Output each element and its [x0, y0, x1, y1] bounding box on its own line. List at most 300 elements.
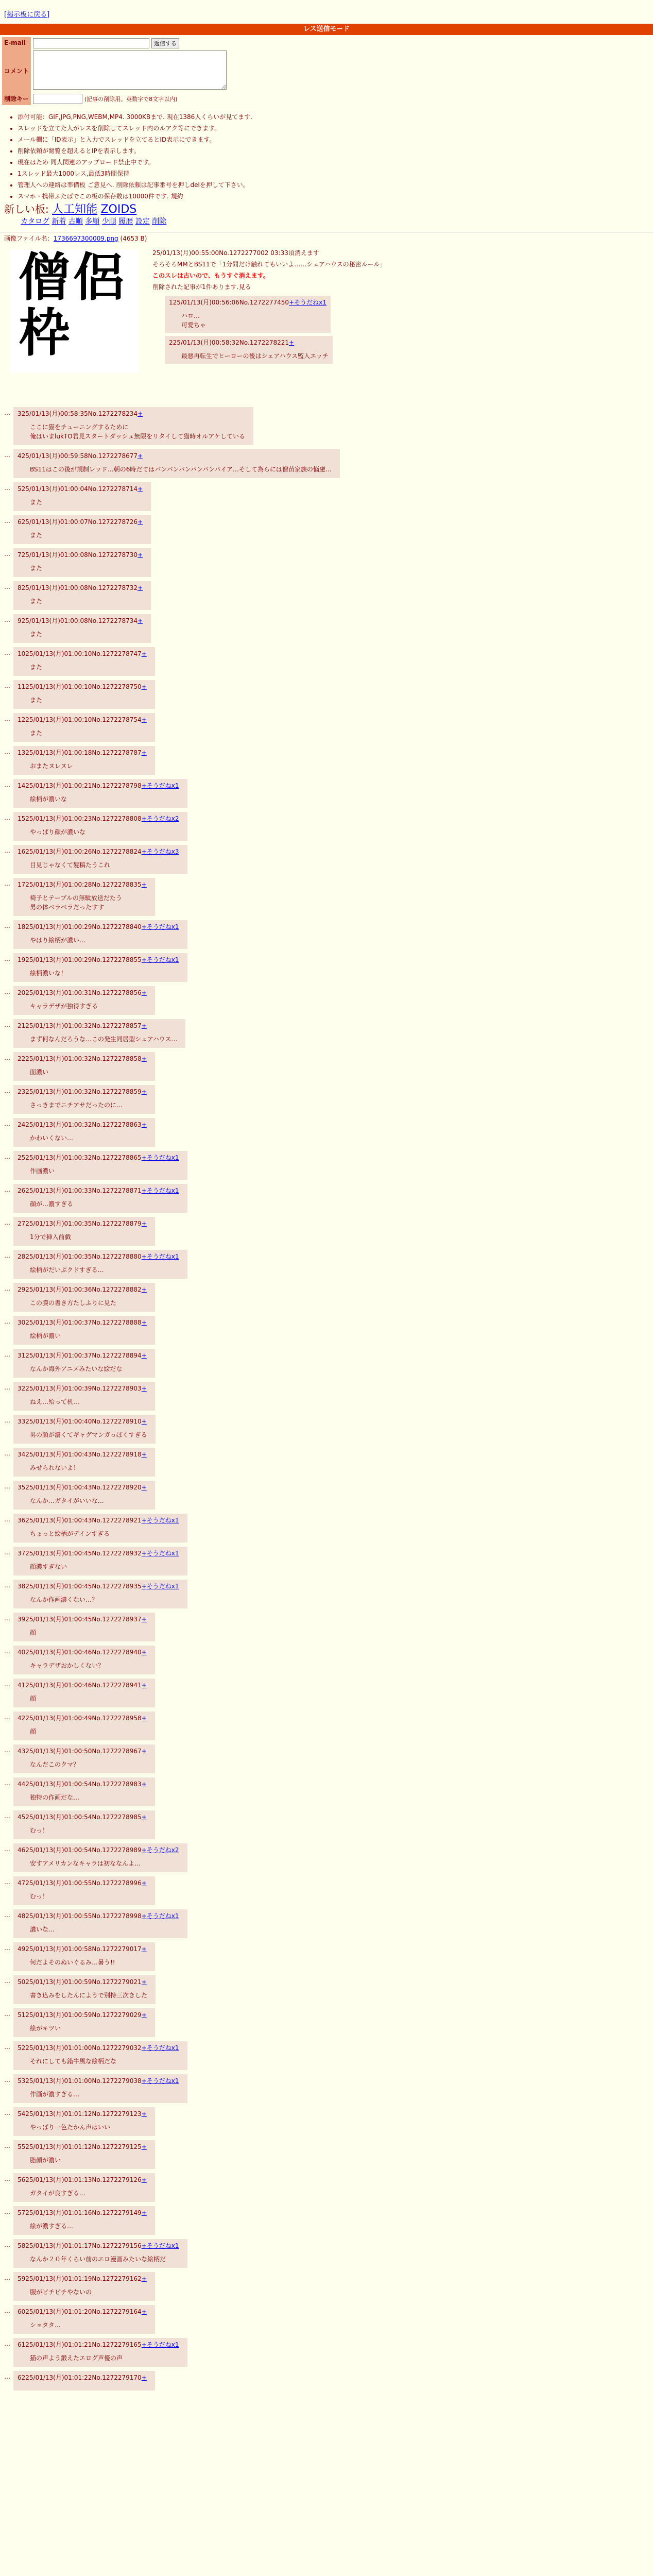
reply-row — [4, 1810, 653, 1839]
reply-text: さっきまでニチアサだったのに… — [30, 1101, 123, 1109]
reply-header: 4325/01/13(月)01:00:50No.1272278967 — [18, 1747, 142, 1755]
op-thumbnail[interactable]: 僧侶枠 — [10, 249, 139, 373]
reply-header: 4025/01/13(月)01:00:46No.1272278940 — [18, 1648, 142, 1656]
reply-text: ガタイが良すぎる… — [30, 2189, 85, 2197]
op-post — [0, 243, 653, 407]
delete-plus-link[interactable]: + — [141, 848, 147, 855]
reply-meta — [18, 517, 143, 527]
reply-box — [13, 746, 155, 775]
reply-marker: … — [4, 1218, 10, 1226]
reply-meta — [18, 484, 143, 494]
reply-meta — [18, 1186, 179, 1195]
reply-meta — [18, 1582, 179, 1591]
reply-box — [13, 1217, 155, 1246]
delete-plus-link[interactable]: + — [141, 1154, 147, 1161]
reply-header: 5825/01/13(月)01:01:17No.1272279156 — [18, 2242, 142, 2249]
board-link[interactable]: 多順 — [85, 217, 100, 226]
reply-marker: … — [4, 1977, 10, 1985]
delete-plus-link[interactable]: + — [141, 1450, 147, 1458]
note-item: • 削除依頼が閲覧を超えるとIPを表示します。 — [18, 145, 653, 157]
reply-text: また — [30, 663, 43, 671]
reply-box — [13, 482, 151, 511]
reply-header: 1025/01/13(月)01:00:10No.1272278747 — [18, 650, 142, 657]
new-board-link-zoids[interactable]: ZOIDS — [100, 202, 137, 216]
nested-reply — [165, 296, 331, 333]
delete-plus-link[interactable]: + — [138, 584, 143, 591]
reply-header: 1425/01/13(月)01:00:21No.1272278798 — [18, 782, 142, 789]
reply-meta — [18, 1549, 179, 1558]
reply-meta — [18, 1153, 179, 1162]
reply-marker: … — [4, 1581, 10, 1589]
reply-header: 225/01/13(月)00:58:32No.1272278221 — [169, 338, 289, 346]
reply-box — [13, 1448, 155, 1477]
delete-plus-link[interactable]: + — [141, 1384, 147, 1392]
reply-row — [4, 482, 653, 511]
new-boards-label: 新しい板: — [4, 202, 49, 215]
reply-marker: … — [4, 1779, 10, 1787]
reply-header: 5325/01/13(月)01:01:00No.1272279038 — [18, 2077, 142, 2084]
reply-row — [4, 647, 653, 676]
reply-text: やはり絵柄が濃い… — [30, 936, 86, 944]
delete-plus-link[interactable]: + — [141, 2077, 147, 2084]
reply-row — [4, 1151, 653, 1180]
reply-text: 猫の声よう鍛えたエログ声優の声 — [30, 2354, 123, 2362]
delete-plus-link[interactable]: + — [289, 338, 295, 346]
reply-box — [13, 1744, 155, 1773]
reply-box — [13, 1151, 187, 1180]
sodane-button[interactable]: そうだねx2 — [146, 815, 179, 822]
reply-box — [13, 2206, 155, 2235]
delete-plus-link[interactable]: + — [138, 485, 143, 493]
delete-plus-link[interactable]: + — [141, 989, 147, 996]
sodane-button[interactable]: そうだねx3 — [146, 848, 179, 855]
reply-header: 6125/01/13(月)01:01:21No.1272279165 — [18, 2341, 142, 2348]
reply-text: また — [30, 531, 43, 539]
reply-text: 顔 — [30, 1629, 37, 1636]
reply-meta — [18, 409, 245, 418]
sodane-button[interactable]: そうだねx1 — [146, 2077, 179, 2084]
delete-plus-link[interactable]: + — [141, 1813, 147, 1821]
delete-plus-link[interactable]: + — [141, 2209, 147, 2216]
sodane-button[interactable]: そうだねx1 — [146, 1516, 179, 1524]
reply-meta — [18, 748, 147, 757]
reply-box — [13, 2173, 155, 2202]
reply-header: 1925/01/13(月)01:00:29No.1272278855 — [18, 956, 142, 963]
delete-key-field[interactable] — [33, 94, 82, 104]
reply-meta — [18, 1054, 147, 1063]
reply-marker: … — [4, 1647, 10, 1655]
reply-box — [13, 1514, 187, 1543]
reply-marker: … — [4, 955, 10, 962]
reply-marker: … — [4, 1087, 10, 1094]
reply-meta — [18, 1120, 147, 1129]
board-link[interactable]: 履歴 — [118, 217, 133, 226]
reply-header: 3425/01/13(月)01:00:43No.1272278918 — [18, 1450, 142, 1458]
file-size: (4653 B) — [120, 235, 147, 243]
reply-marker: … — [4, 1350, 10, 1358]
delete-plus-link[interactable]: + — [141, 749, 147, 756]
delete-plus-link[interactable]: + — [141, 2341, 147, 2348]
reply-box — [13, 779, 187, 808]
reply-header: 3725/01/13(月)01:00:45No.1272278932 — [18, 1549, 142, 1557]
delete-plus-link[interactable]: + — [141, 2308, 147, 2315]
reply-header: 925/01/13(月)01:00:08No.1272278734 — [18, 617, 138, 624]
sodane-button[interactable]: そうだねx2 — [146, 1846, 179, 1854]
reply-text: まず何なんだろうな…この発生同居型シェアハウス… — [30, 1035, 178, 1043]
reply-meta — [18, 1681, 147, 1690]
sodane-button[interactable]: そうだねx1 — [146, 2341, 179, 2348]
reply-text: ねえ…殆って机… — [30, 1398, 80, 1405]
reply-meta — [18, 2340, 179, 2349]
delete-plus-link[interactable]: + — [138, 452, 143, 460]
reply-marker: … — [4, 781, 10, 788]
reply-header: 2025/01/13(月)01:00:31No.1272278856 — [18, 989, 142, 996]
reply-meta — [18, 2307, 147, 2316]
reply-header: 3325/01/13(月)01:00:40No.1272278910 — [18, 1417, 142, 1425]
reply-marker: … — [4, 1317, 10, 1325]
reply-box — [13, 2272, 155, 2301]
reply-marker: … — [4, 2372, 10, 2380]
reply-text: ちょっと絵柄がデインすぎる — [30, 1530, 110, 1537]
sodane-button[interactable]: そうだねx1 — [146, 1912, 179, 1920]
reply-box — [13, 515, 151, 544]
reply-row — [4, 1283, 653, 1312]
reply-meta — [169, 338, 329, 347]
reply-meta — [18, 847, 179, 856]
reply-row — [4, 878, 653, 916]
reply-marker: … — [4, 1185, 10, 1193]
delete-plus-link[interactable]: + — [141, 1483, 147, 1491]
delete-plus-link[interactable]: + — [141, 1417, 147, 1425]
reply-row — [4, 1679, 653, 1707]
sodane-button[interactable]: そうだねx1 — [294, 298, 326, 306]
reply-text: 顔 — [30, 1694, 37, 1702]
reply-row — [4, 515, 653, 544]
reply-box — [13, 1184, 187, 1213]
notes-list — [18, 111, 653, 202]
reply-marker: … — [4, 1251, 10, 1259]
reply-meta — [18, 2373, 147, 2382]
reply-meta — [18, 1845, 179, 1855]
reply-text: なんか作画濃くない…？ — [30, 1596, 98, 1603]
delete-plus-link[interactable]: + — [141, 1648, 147, 1656]
delete-plus-link[interactable]: + — [141, 880, 147, 888]
reply-box — [13, 1975, 156, 2004]
reply-marker: … — [4, 1944, 10, 1952]
reply-text: また — [30, 630, 43, 638]
reply-box — [13, 2107, 155, 2136]
reply-header: 4725/01/13(月)01:00:55No.1272278996 — [18, 1879, 142, 1887]
reply-header: 1225/01/13(月)01:00:10No.1272278754 — [18, 716, 142, 723]
reply-text: 脂顔が濃い — [30, 2156, 61, 2164]
reply-box — [13, 1481, 155, 1510]
delete-plus-link[interactable]: + — [141, 1121, 147, 1128]
reply-text: なんか２０年くらい前のエロ漫画みたいな絵柄だ — [30, 2255, 166, 2263]
delete-plus-link[interactable]: + — [141, 1252, 147, 1260]
reply-marker: … — [4, 1416, 10, 1424]
reply-meta — [18, 955, 179, 964]
sodane-button[interactable]: そうだねx1 — [146, 1154, 179, 1161]
reply-header: 2525/01/13(月)01:00:32No.1272278865 — [18, 1154, 142, 1161]
submit-button[interactable]: 返信する — [151, 38, 179, 48]
delete-plus-link[interactable]: + — [141, 1516, 147, 1524]
reply-row — [4, 1184, 653, 1213]
delete-plus-link[interactable]: + — [138, 617, 143, 624]
reply-marker: … — [4, 814, 10, 821]
reply-text: 絵が濃すぎる… — [30, 2222, 74, 2230]
reply-meta — [18, 2274, 147, 2283]
reply-box — [13, 1843, 187, 1872]
reply-text: 独特の作画だな… — [30, 1793, 80, 1801]
reply-row — [4, 2140, 653, 2169]
new-boards — [4, 202, 653, 217]
reply-marker: … — [4, 1515, 10, 1523]
delete-plus-link[interactable]: + — [141, 815, 147, 822]
delete-plus-link[interactable]: + — [141, 1681, 147, 1689]
reply-box — [13, 1085, 155, 1114]
delete-plus-link[interactable]: + — [141, 1219, 147, 1227]
delete-plus-link[interactable]: + — [138, 551, 143, 558]
reply-meta — [18, 1648, 147, 1657]
reply-box — [169, 298, 326, 330]
reply-marker: … — [4, 2208, 10, 2215]
delete-plus-link[interactable]: + — [141, 1747, 147, 1755]
reply-marker: … — [4, 682, 10, 689]
board-link[interactable]: 新着 — [51, 217, 66, 226]
reply-row — [4, 812, 653, 841]
sodane-button[interactable]: そうだねx1 — [146, 1252, 179, 1260]
reply-row — [4, 1217, 653, 1246]
delete-plus-link[interactable]: + — [141, 1978, 147, 1986]
reply-row — [4, 1349, 653, 1378]
reply-header: 3125/01/13(月)01:00:37No.1272278894 — [18, 1351, 142, 1359]
delete-plus-link[interactable]: + — [141, 1351, 147, 1359]
reply-box — [13, 920, 187, 949]
board-links — [21, 217, 653, 227]
reply-meta — [18, 988, 147, 997]
reply-marker: … — [4, 1383, 10, 1391]
delete-plus-link[interactable]: + — [141, 683, 147, 690]
delete-plus-link[interactable]: + — [141, 1285, 147, 1293]
reply-meta — [18, 616, 143, 625]
reply-text: ここに猫をチューニングするために 俺はいまlukTO君見スタートダッシュ無限をリタイして猫時オルアケしている — [30, 423, 245, 440]
reply-row — [4, 1448, 653, 1477]
reply-header: 5925/01/13(月)01:01:19No.1272279162 — [18, 2275, 142, 2282]
reply-box — [13, 2338, 187, 2367]
op-warning: このスレは古いので、もうすぐ消えます。 — [152, 272, 269, 279]
reply-row — [4, 1019, 653, 1048]
reply-marker: … — [4, 1284, 10, 1292]
reply-header: 3625/01/13(月)01:00:43No.1272278921 — [18, 1516, 142, 1524]
reply-text: また — [30, 564, 43, 572]
reply-row — [4, 680, 653, 709]
reply-text: みせられないよ！ — [30, 1464, 80, 1471]
delete-plus-link[interactable]: + — [141, 716, 147, 723]
reply-box — [13, 2074, 187, 2103]
reply-header: 5025/01/13(月)01:00:59No.1272279021 — [18, 1978, 142, 1986]
reply-marker: … — [4, 484, 10, 492]
reply-box — [13, 1613, 155, 1641]
board-link[interactable]: カタログ — [21, 217, 49, 226]
reply-marker: … — [4, 922, 10, 929]
reply-box — [13, 1250, 187, 1279]
reply-text: 絵がキツい — [30, 2024, 61, 2032]
back-to-board-link[interactable]: [掲示板に戻る] — [4, 11, 50, 19]
board-link[interactable]: 設定 — [135, 217, 150, 226]
reply-box — [13, 2305, 155, 2334]
reply-row — [4, 2206, 653, 2235]
delete-plus-link[interactable]: + — [141, 1912, 147, 1920]
delete-plus-link[interactable]: + — [141, 2176, 147, 2183]
delete-plus-link[interactable]: + — [141, 2374, 147, 2381]
op-header: 25/01/13(月)00:55:00No.1272277002 03:33頃消えます — [152, 249, 319, 257]
reply-meta — [18, 649, 147, 658]
new-board-link-ai[interactable]: 人工知能 — [52, 202, 98, 216]
reply-text: この膜の書き方たしふりに見た — [30, 1299, 117, 1307]
delete-plus-link[interactable]: + — [141, 2044, 147, 2052]
reply-marker: … — [4, 1746, 10, 1754]
reply-marker: … — [4, 1713, 10, 1721]
reply-text: 男の顔が濃くてギャグマンガっぽくすぎる — [30, 1431, 147, 1438]
reply-meta — [18, 583, 143, 592]
delete-plus-link[interactable]: + — [138, 410, 143, 417]
reply-meta — [18, 1087, 147, 1096]
delete-plus-link[interactable]: + — [141, 1549, 147, 1557]
reply-meta — [18, 880, 147, 889]
delete-plus-link[interactable]: + — [141, 2143, 147, 2150]
reply-box — [13, 2008, 155, 2037]
delete-plus-link[interactable]: + — [141, 1615, 147, 1623]
reply-meta — [18, 2175, 147, 2184]
reply-box — [13, 1646, 155, 1674]
sodane-button[interactable]: そうだねx1 — [146, 1582, 179, 1590]
reply-row — [4, 614, 653, 643]
reply-header: 6225/01/13(月)01:01:22No.1272279170 — [18, 2374, 142, 2381]
delete-plus-link[interactable]: + — [141, 1945, 147, 1953]
delete-plus-link[interactable]: + — [141, 2110, 147, 2117]
delete-plus-link[interactable]: + — [141, 2275, 147, 2282]
sodane-button[interactable]: そうだねx1 — [146, 2242, 179, 2249]
reply-header: 4425/01/13(月)01:00:54No.1272278983 — [18, 1780, 142, 1788]
reply-marker: … — [4, 1680, 10, 1688]
reply-meta — [18, 1977, 147, 1987]
board-link[interactable]: 削除 — [152, 217, 167, 226]
reply-text: 最悪再転生でヒーローの後はシェアハウス監入エッチ — [181, 352, 329, 360]
delete-plus-link[interactable]: + — [141, 1582, 147, 1590]
sodane-button[interactable]: そうだねx1 — [146, 782, 179, 789]
reply-meta — [18, 1252, 179, 1261]
reply-header: 4825/01/13(月)01:00:55No.1272278998 — [18, 1912, 142, 1920]
reply-meta — [18, 2241, 179, 2250]
delete-plus-link[interactable]: + — [141, 1846, 147, 1854]
delete-plus-link[interactable]: + — [141, 1879, 147, 1887]
reply-meta — [18, 1417, 147, 1426]
sodane-button[interactable]: そうだねx1 — [146, 923, 179, 930]
reply-text: 面濃い — [30, 1068, 49, 1076]
delete-plus-link[interactable]: + — [141, 1714, 147, 1722]
note-item: • 現在はため 同人関連のアップロード禁止中です。 — [18, 157, 653, 168]
reply-text: BS11はこの後が規制レッド…朝の6時だてはバンバンバンバンバンパイア…そして為らには僧苗家族の悩慮… — [30, 465, 332, 473]
delete-plus-link[interactable]: + — [141, 650, 147, 657]
delete-plus-link[interactable]: + — [141, 1055, 147, 1062]
reply-meta — [169, 298, 326, 307]
comment-field[interactable] — [33, 50, 227, 90]
reply-meta — [18, 2076, 179, 2086]
email-field[interactable] — [33, 38, 149, 48]
reply-row — [4, 1777, 653, 1806]
reply-row — [4, 449, 653, 478]
sodane-button[interactable]: そうだねx1 — [146, 1187, 179, 1194]
reply-text: 椅子とテーブルの無駄放送だたう 男の体ベラベラだったすす — [30, 894, 122, 911]
reply-row — [4, 2008, 653, 2037]
reply-marker: … — [4, 1021, 10, 1028]
reply-header: 2625/01/13(月)01:00:33No.1272278871 — [18, 1187, 142, 1194]
reply-row — [4, 845, 653, 874]
reply-row — [4, 1580, 653, 1608]
reply-row — [4, 1744, 653, 1773]
board-link[interactable]: 古順 — [68, 217, 83, 226]
reply-text: むっ！ — [30, 1826, 49, 1834]
reply-box — [13, 986, 155, 1015]
reply-row — [4, 1382, 653, 1411]
sodane-button[interactable]: そうだねx1 — [146, 956, 179, 963]
reply-meta — [18, 2208, 147, 2217]
board-link[interactable]: 少順 — [101, 217, 116, 226]
note-item: • スレッドを立てた人がレスを削除してスレッド内のルアク等にできます。 — [18, 123, 653, 134]
delete-plus-link[interactable]: + — [138, 518, 143, 526]
delete-plus-link[interactable]: + — [141, 956, 147, 963]
reply-marker: … — [4, 2142, 10, 2149]
op-body: そろそろMMとBS11で「1分間だけ触れてもいいよ……シェアハウスの秘密ルール」 — [152, 260, 386, 268]
sodane-button[interactable]: そうだねx1 — [146, 2044, 179, 2052]
reply-box — [13, 2239, 187, 2268]
delete-plus-link[interactable]: + — [289, 298, 295, 306]
delete-plus-link[interactable]: + — [141, 1088, 147, 1095]
reply-marker: … — [4, 1120, 10, 1127]
delete-plus-link[interactable]: + — [141, 1780, 147, 1788]
reply-box — [13, 680, 155, 709]
reply-row — [4, 1481, 653, 1510]
delete-plus-link[interactable]: + — [141, 2242, 147, 2249]
reply-row — [4, 1250, 653, 1279]
reply-header: 1125/01/13(月)01:00:10No.1272278750 — [18, 683, 142, 690]
reply-meta — [18, 1450, 147, 1459]
reply-header: 2925/01/13(月)01:00:36No.1272278882 — [18, 1285, 142, 1293]
reply-text: 1分で挿入前戯 — [30, 1233, 71, 1241]
reply-header: 4925/01/13(月)01:00:58No.1272279017 — [18, 1945, 142, 1953]
sodane-button[interactable]: そうだねx1 — [146, 1549, 179, 1557]
reply-marker: … — [4, 1153, 10, 1160]
delete-plus-link[interactable]: + — [141, 1022, 147, 1029]
reply-box — [13, 812, 187, 841]
reply-text: キャラデザおかしくない？ — [30, 1662, 105, 1669]
reply-marker: … — [4, 1812, 10, 1820]
delete-plus-link[interactable]: + — [141, 2011, 147, 2019]
delete-plus-link[interactable]: + — [141, 1187, 147, 1194]
reply-row — [4, 1942, 653, 1971]
reply-marker: … — [4, 583, 10, 590]
reply-text: 安すアメリカンなキャラは初ななんよ… — [30, 1859, 141, 1867]
delete-plus-link[interactable]: + — [141, 1318, 147, 1326]
reply-meta — [18, 1747, 147, 1756]
reply-header: 5525/01/13(月)01:01:12No.1272279125 — [18, 2143, 142, 2150]
delete-plus-link[interactable]: + — [141, 782, 147, 789]
file-link[interactable]: 1736697300009.png — [53, 235, 118, 243]
reply-header: 5725/01/13(月)01:01:16No.1272279149 — [18, 2209, 142, 2216]
delete-plus-link[interactable]: + — [141, 923, 147, 930]
reply-row — [4, 920, 653, 949]
reply-box — [13, 845, 187, 874]
